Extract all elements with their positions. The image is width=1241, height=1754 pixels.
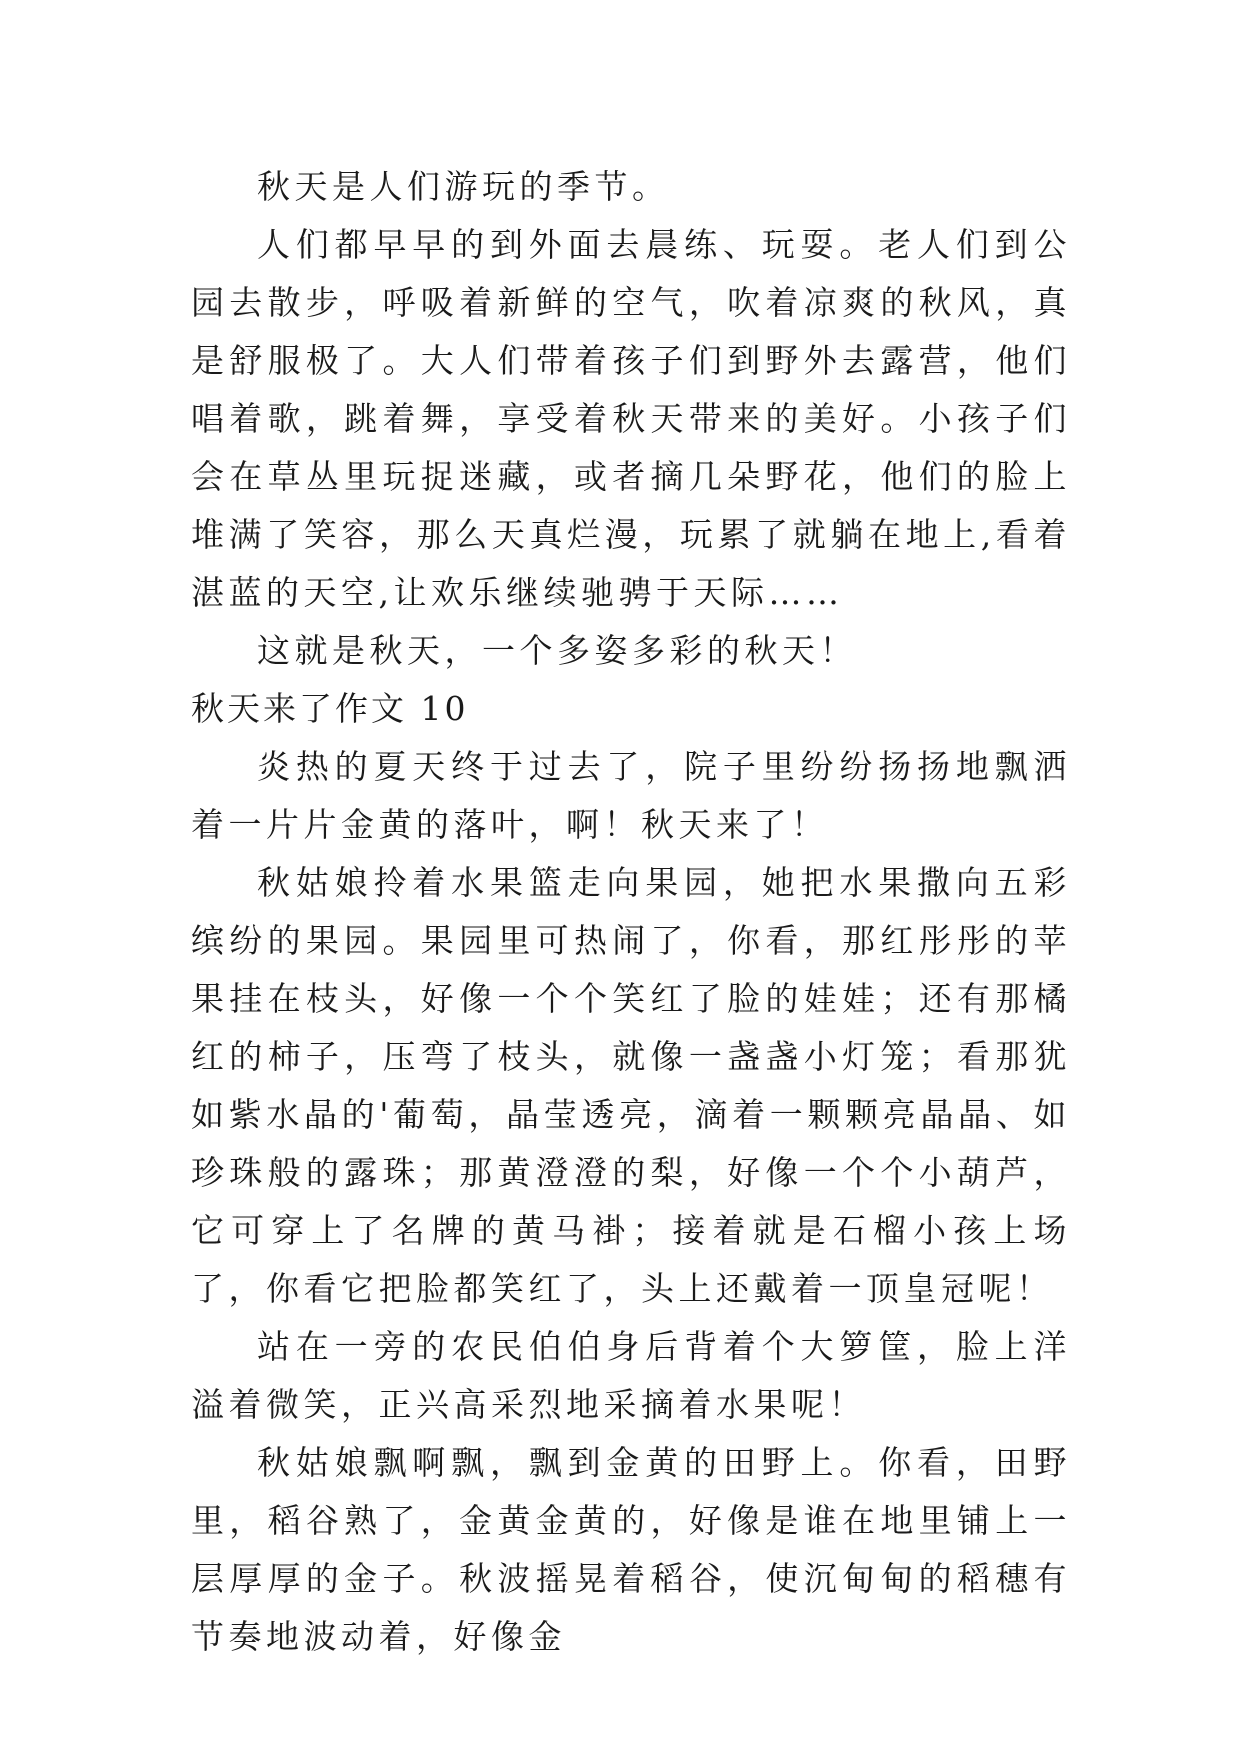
- paragraph: 这就是秋天，一个多姿多彩的秋天！: [257, 631, 857, 670]
- paragraph: 站在一旁的农民伯伯身后背着个大箩筐，脸上洋溢着微笑，正兴高采烈地采摘着水果呢！: [191, 1327, 1071, 1424]
- essay-body: [191, 158, 1071, 1666]
- paragraph: 秋姑娘飘啊飘，飘到金黄的田野上。你看，田野里，稻谷熟了，金黄金黄的，好像是谁在地里铺上一层厚厚的金子。秋波摇晃着稻谷，使沉甸甸的稻穗有节奏地波动着，好像金: [191, 1443, 1071, 1656]
- essay-title: 秋天来了作文 10: [191, 689, 469, 728]
- paragraph: 秋天是人们游玩的季节。: [257, 167, 670, 206]
- paragraph: 人们都早早的到外面去晨练、玩耍。老人们到公园去散步，呼吸着新鲜的空气，吹着凉爽的秋风，真是舒服极了。大人们带着孩子们到野外去露营，他们唱着歌，跳着舞，享受着秋天带来的美好。小孩子们会在草丛里玩捉迷藏，或者摘几朵野花，他们的脸上堆满了笑容，那么天真烂漫，玩累了就躺在地上,看着湛蓝的天空,让欢乐继续驰骋于天际……: [191, 225, 1071, 612]
- paragraph: 炎热的夏天终于过去了，院子里纷纷扬扬地飘洒着一片片金黄的落叶，啊！秋天来了！: [191, 747, 1071, 844]
- paragraph: 秋姑娘拎着水果篮走向果园，她把水果撒向五彩缤纷的果园。果园里可热闹了，你看，那红彤彤的苹果挂在枝头，好像一个个笑红了脸的娃娃；还有那橘红的柿子，压弯了枝头，就像一盏盏小灯笼；看那犹如紫水晶的'葡萄，晶莹透亮，滴着一颗颗亮晶晶、如珍珠般的露珠；那黄澄澄的梨，好像一个个小葫芦，它可穿上了名牌的黄马褂；接着就是石榴小孩上场了，你看它把脸都笑红了，头上还戴着一顶皇冠呢！: [191, 863, 1071, 1308]
